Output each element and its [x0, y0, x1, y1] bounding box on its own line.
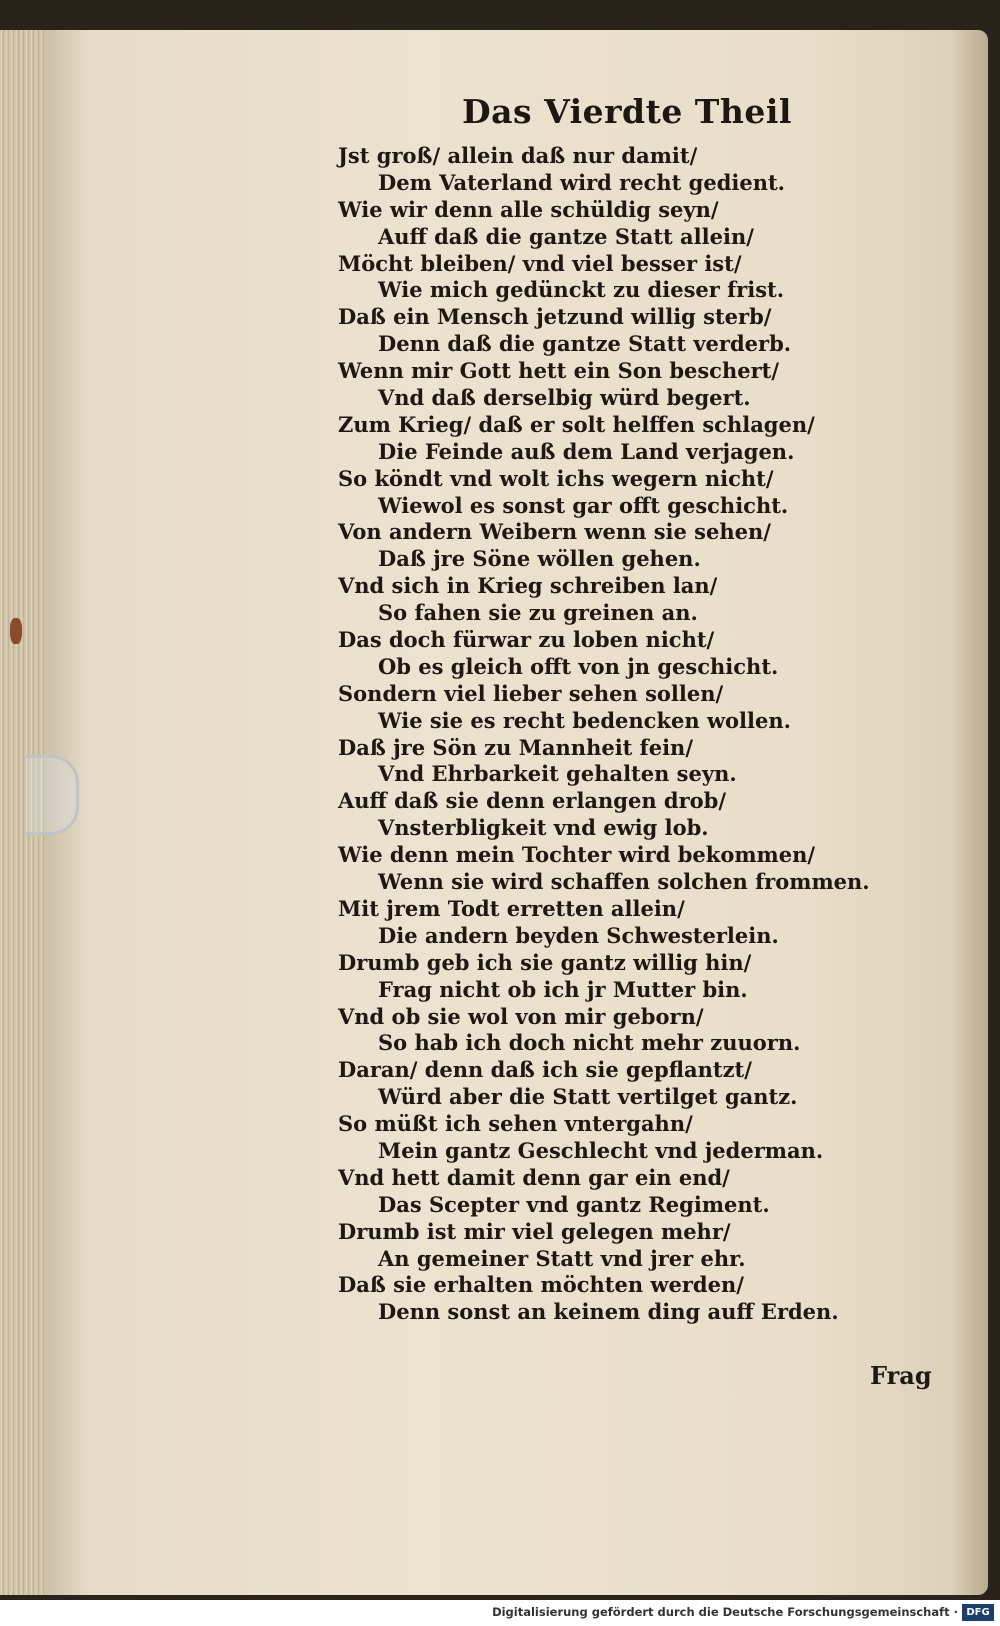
verse-line: So müßt ich sehen vntergahn/	[338, 1111, 693, 1137]
faded-folio-mark	[206, 110, 250, 146]
verse-line: Auff daß sie denn erlangen drob/	[338, 788, 727, 814]
verse-line: Das Scepter vnd gantz Regiment.	[378, 1191, 770, 1217]
verse-line: Zum Krieg/ daß er solt helffen schlagen/	[338, 411, 815, 437]
verse-line: Möcht bleiben/ vnd viel besser ist/	[338, 250, 742, 276]
catchword: Frag	[870, 1361, 932, 1390]
verse-line: Wie mich gedünckt zu dieser frist.	[378, 277, 785, 303]
verse-line: Die andern beyden Schwesterlein.	[378, 922, 779, 948]
verse-line: Vnd Ehrbarkeit gehalten seyn.	[378, 761, 737, 787]
verse-line: Von andern Weibern wenn sie sehen/	[338, 519, 771, 545]
verse-line: Daß jre Söne wöllen gehen.	[378, 546, 701, 572]
verse-line: Ob es gleich offt von jn geschicht.	[378, 653, 779, 679]
verse-line: Daß sie erhalten möchten werden/	[338, 1272, 744, 1298]
verse-line: Vnd hett damit denn gar ein end/	[338, 1164, 730, 1190]
verse-line: Wie wir denn alle schüldig seyn/	[338, 196, 719, 222]
paper-clip	[26, 755, 79, 835]
verse-line: Drumb ist mir viel gelegen mehr/	[338, 1218, 731, 1244]
verse-line: Daß ein Mensch jetzund willig sterb/	[338, 304, 772, 330]
verse-line: Jst groß/ allein daß nur damit/	[338, 143, 698, 168]
seal-fragment	[10, 618, 22, 644]
verse-line: So köndt vnd wolt ichs wegern nicht/	[338, 465, 774, 491]
verse-line: Würd aber die Statt vertilget gantz.	[378, 1084, 798, 1110]
verse-line: Denn daß die gantze Statt verderb.	[378, 331, 792, 357]
verse-line: Sondern viel lieber sehen sollen/	[338, 680, 724, 706]
funding-credit: Digitalisierung gefördert durch die Deutsche Forschungsgemeinschaft ·	[492, 1605, 958, 1619]
verse-line: Vnsterbligkeit vnd ewig lob.	[378, 815, 709, 841]
verse-line: Wenn sie wird schaffen solchen frommen.	[378, 869, 870, 895]
verse-line: Wie sie es recht bedencken wollen.	[378, 707, 791, 733]
verse-line: Vnd ob sie wol von mir geborn/	[338, 1003, 704, 1029]
verse-line: Wiewol es sonst gar offt geschicht.	[378, 492, 789, 518]
verse-line: Das doch fürwar zu loben nicht/	[338, 627, 715, 653]
verse-line: Auff daß die gantze Statt allein/	[378, 223, 754, 249]
verse-line: Wenn mir Gott hett ein Son beschert/	[338, 358, 780, 384]
digitization-footer	[0, 1600, 1000, 1626]
verse-list	[338, 143, 870, 1326]
verse-line: Frag nicht ob ich jr Mutter bin.	[378, 976, 748, 1002]
verse-line: Dem Vaterland wird recht gedient.	[378, 169, 785, 195]
dfg-logo: DFG	[962, 1604, 994, 1621]
verse-line: Vnd daß derselbig würd begert.	[378, 385, 751, 411]
verse-line: Drumb geb ich sie gantz willig hin/	[338, 949, 752, 975]
verse-line: Vnd sich in Krieg schreiben lan/	[338, 573, 718, 599]
verse-line: Daran/ denn daß ich sie gepflantzt/	[338, 1057, 752, 1083]
verse-line: Mein gantz Geschlecht vnd jederman.	[378, 1137, 824, 1163]
verse-line: Wie denn mein Tochter wird bekommen/	[338, 842, 816, 868]
verse-line: Mit jrem Todt erretten allein/	[338, 895, 685, 921]
verse-line: An gemeiner Statt vnd jrer ehr.	[378, 1245, 746, 1271]
running-header: Das Vierdte Theil	[462, 92, 792, 131]
verse-line: Die Feinde auß dem Land verjagen.	[378, 438, 795, 464]
verse-line: So hab ich doch nicht mehr zuuorn.	[378, 1030, 801, 1056]
verse-line: So fahen sie zu greinen an.	[378, 600, 698, 626]
verse-line: Denn sonst an keinem ding auff Erden.	[378, 1299, 839, 1325]
verse-line: Daß jre Sön zu Mannheit fein/	[338, 734, 693, 760]
